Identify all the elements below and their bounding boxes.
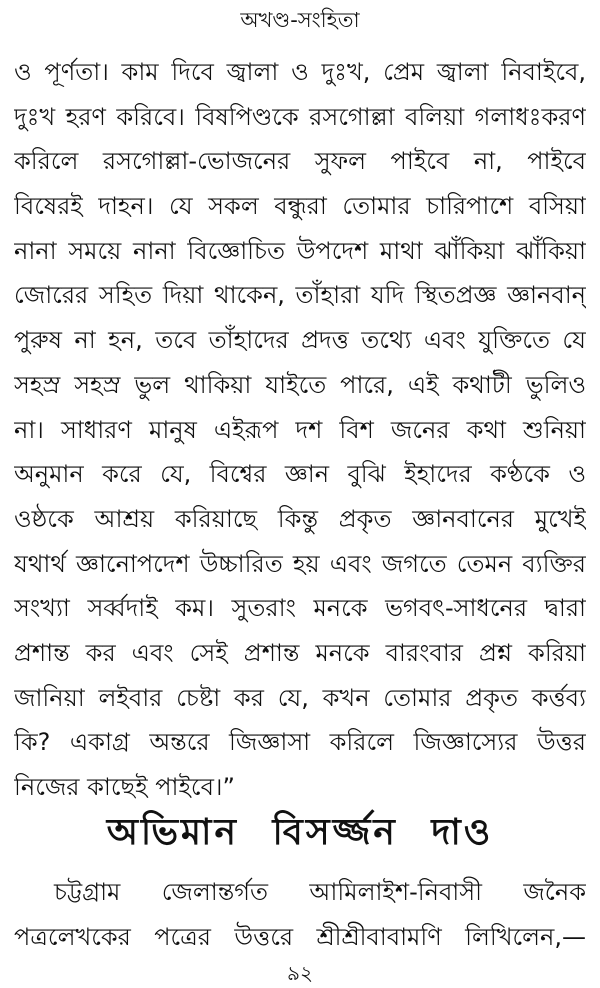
- text-line: বিষেরই দাহন। যে সকল বন্ধুরা তোমার চারিপাশে বসিয়া: [14, 192, 586, 221]
- text-line: জানিয়া লইবার চেষ্টা কর যে, কখন তোমার প্রকৃত কর্ত্তব্য: [14, 683, 586, 712]
- text-line: না। সাধারণ মানুষ এইরূপ দশ বিশ জনের কথা শুনিয়া: [14, 415, 586, 444]
- text-line: করিলে রসগোল্লা-ভোজনের সুফল পাইবে না, পাইবে: [14, 147, 586, 176]
- text-line: যথার্থ জ্ঞানোপদেশ উচ্চারিত হয় এবং জগতে তেমন ব্যক্তির: [14, 549, 586, 578]
- body-paragraph: [14, 50, 586, 810]
- text-line: অনুমান করে যে, বিশ্বের জ্ঞান বুঝি ইহাদের কণ্ঠকে ও: [14, 460, 586, 489]
- section-paragraph: [14, 870, 586, 959]
- text-line: নানা সময়ে নানা বিজ্ঞোচিত উপদেশ মাথা ঝাঁকিয়া ঝাঁকিয়া: [14, 236, 586, 265]
- text-line: কি? একাগ্র অন্তরে জিজ্ঞাসা করিলে জিজ্ঞাস্যের উত্তর: [14, 728, 586, 757]
- text-line: পত্রলেখকের পত্রের উত্তরে শ্রীশ্রীবাবামণি লিখিলেন,—: [14, 922, 586, 951]
- text-line: নিজের কাছেই পাইবে।”: [14, 773, 235, 801]
- text-line: ও পূর্ণতা। কাম দিবে জ্বালা ও দুঃখ, প্রেম জ্বালা নিবাইবে,: [14, 58, 586, 86]
- page-number: ৯২: [287, 961, 313, 985]
- text-line: প্রশান্ত কর এবং সেই প্রশান্ত মনকে বারংবার প্রশ্ন করিয়া: [14, 638, 586, 667]
- text-line: দুঃখ হরণ করিবে। বিষপিণ্ডকে রসগোল্লা বলিয়া গলাধঃকরণ: [14, 102, 586, 131]
- text-line: সহস্র সহস্র ভুল থাকিয়া যাইতে পারে, এই কথাটী ভুলিও: [14, 370, 586, 399]
- running-head: অখণ্ড-সংহিতা: [240, 8, 360, 32]
- text-line: চট্টগ্রাম জেলান্তর্গত আমিলাইশ-নিবাসী জনৈক: [54, 878, 586, 906]
- text-line: সংখ্যা সর্ব্বদাই কম। সুতরাং মনকে ভগবৎ-সাধনের দ্বারা: [14, 594, 586, 623]
- text-line: পুরুষ না হন, তবে তাঁহাদের প্রদত্ত তথ্যে এবং যুক্তিতে যে: [14, 326, 586, 355]
- text-line: ওষ্ঠকে আশ্রয় করিয়াছে কিন্তু প্রকৃত জ্ঞানবানের মুখেই: [14, 504, 586, 533]
- section-heading: অভিমান বিসৰ্জ্জন দাও: [106, 812, 494, 853]
- text-line: জোরের সহিত দিয়া থাকেন, তাঁহারা যদি স্থিতপ্রজ্ঞ জ্ঞানবান্: [14, 281, 586, 310]
